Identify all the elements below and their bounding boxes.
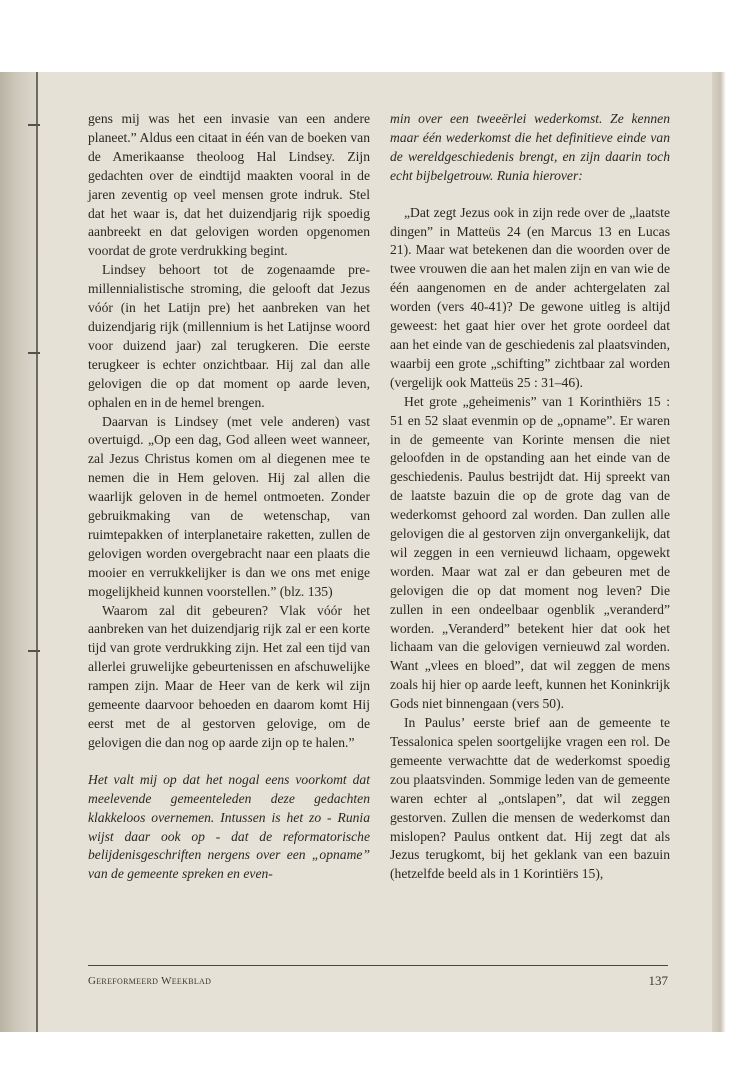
body-paragraph: gens mij was het een invasie van een andere planeet.” Aldus een citaat in één van de boeken van de Amerikaanse theoloog Hal Lindsey. Zijn gedachten over de eindtijd maakten vooral in de jaren zeventig op veel mensen grote indruk. Stel dat het waar is, dat het duizendjarig rijk spoedig aanbreekt en dat gelovigen worden opgenomen voordat de grote verdrukking begint. bbox=[88, 111, 370, 259]
binding-tick bbox=[28, 124, 40, 126]
body-paragraph: Daarvan is Lindsey (met vele anderen) vast overtuigd. „Op een dag, God alleen weet wanneer, zal Jezus Christus komen om al diegenen mee te nemen die in Hem geloven. Hij zal allen die waarlijk geloven in de hemel ontmoeten. Zonder gebruikmaking van de wetenschap, van ruimtepakken of interplanetaire raketten, zullen de gelovigen worden overgebracht naar een plaats die mooier en verrukkelijker is dan we ons met enige mogelijkheid kunnen voorstellen.” (blz. 135) bbox=[88, 413, 370, 599]
page-number: 137 bbox=[648, 973, 668, 988]
quoted-paragraph: Het grote „geheimenis” van 1 Korinthiërs 15 : 51 en 52 slaat evenmin op de „opname”. Er waren in de gemeente van Korinte mensen die niet geloofden in de opstanding aan het einde van de geschiedenis. Paulus bestrijdt dat. Hij spreekt van de laatste bazuin die op de grote dag van de wederkomst gehoord zal worden. Dan zullen alle gelovigen die al gestorven zijn onvergankelijk, dat wil zeggen in een vernieuwd lichaam, opgewekt worden. Maar wat zal er dan gebeuren met de gelovigen die op dat moment nog leven? Die zullen in een ondeelbaar ogenblik „veranderd” worden. „Veranderd” betekent hier dat ook het lichaam van die gelovigen vernieuwd zal worden. Want „vlees en bloed”, dat wil zeggen de mens zoals hij hier op aarde leeft, kunnen het Koninkrijk Gods niet binnengaan (vers 50). bbox=[390, 393, 670, 712]
footer-publication-name: Gereformeerd Weekblad bbox=[88, 975, 212, 987]
footer-rule bbox=[88, 965, 668, 966]
binding-tick bbox=[28, 650, 40, 652]
body-paragraph: Lindsey behoort tot de zogenaamde pre-millennialistische stroming, die gelooft dat Jezus vóór (in het Latijn pre) het aanbreken van het duizendjarig rijk (millennium is het Latijnse woord voor duizend jaar) zal terugkeren. Die eerste terugkeer is echter onzichtbaar. Hij zal dan alle gelovigen die op dat moment op aarde leven, ophalen en in de hemel brengen. bbox=[88, 262, 370, 410]
binding-tick bbox=[28, 352, 40, 354]
editorial-comment: min over een tweeërlei wederkomst. Ze kennen maar één wederkomst die het definitieve einde van de wereldgeschiedenis brengt, en zijn daarin toch echt bijbelgetrouw. Runia hierover: bbox=[390, 111, 670, 183]
left-text-column bbox=[88, 110, 370, 884]
editorial-comment: Het valt mij op dat het nogal eens voorkomt dat meelevende gemeenteleden deze gedachten klakkeloos overnemen. Intussen is het zo - Runia wijst daar ook op - dat de reformatorische belijdenisgeschriften nergens over een „opname” van de gemeente spreken en even- bbox=[88, 771, 370, 882]
quoted-paragraph: „Dat zegt Jezus ook in zijn rede over de „laatste dingen” in Matteüs 24 (en Marcus 13 en Lucas 21). Maar wat betekenen dan die woorden over de twee vrouwen die aan het malen zijn en van wie de één aangenomen en de ander achtergelaten zal worden (vers 40-41)? De gewone uitleg is altijd geweest: het gaat hier over het grote oordeel dat aan het einde van de geschiedenis zal plaatsvinden, waarbij een grote „schifting” zichtbaar zal worden (vergelijk ook Matteüs 25 : 31–46). bbox=[390, 204, 670, 390]
page-binding-shadow bbox=[0, 72, 38, 1032]
right-text-column bbox=[390, 110, 670, 884]
quoted-paragraph: In Paulus’ eerste brief aan de gemeente te Tessalonica spelen soortgelijke vragen een rol. De gemeente verwachtte dat de wederkomst spoedig zou plaatsvinden. Sommige leden van de gemeente waren echter al „ontslapen”, dat wil zeggen gestorven. Zullen die mensen de wederkomst dan mislopen? Paulus ontkent dat. Hij zegt dat als Jezus terugkomt, bij het geklank van een bazuin (hetzelfde beeld als in 1 Korintiërs 15), bbox=[390, 715, 670, 882]
body-paragraph: Waarom zal dit gebeuren? Vlak vóór het aanbreken van het duizendjarig rijk zal er een korte tijd van grote verdrukking zijn. Het zal een tijd van allerlei gruwelijke gebeurtenissen en afschuwelijke rampen zijn. Maar de Heer van de kerk wil zijn gemeente daarvoor behoeden en daarom komt Hij eerst met de al gestorven gelovige, om de gelovigen die dan nog op aarde zijn op te halen.” bbox=[88, 602, 370, 750]
page-edge bbox=[712, 72, 726, 1032]
binding-line bbox=[36, 72, 38, 1032]
